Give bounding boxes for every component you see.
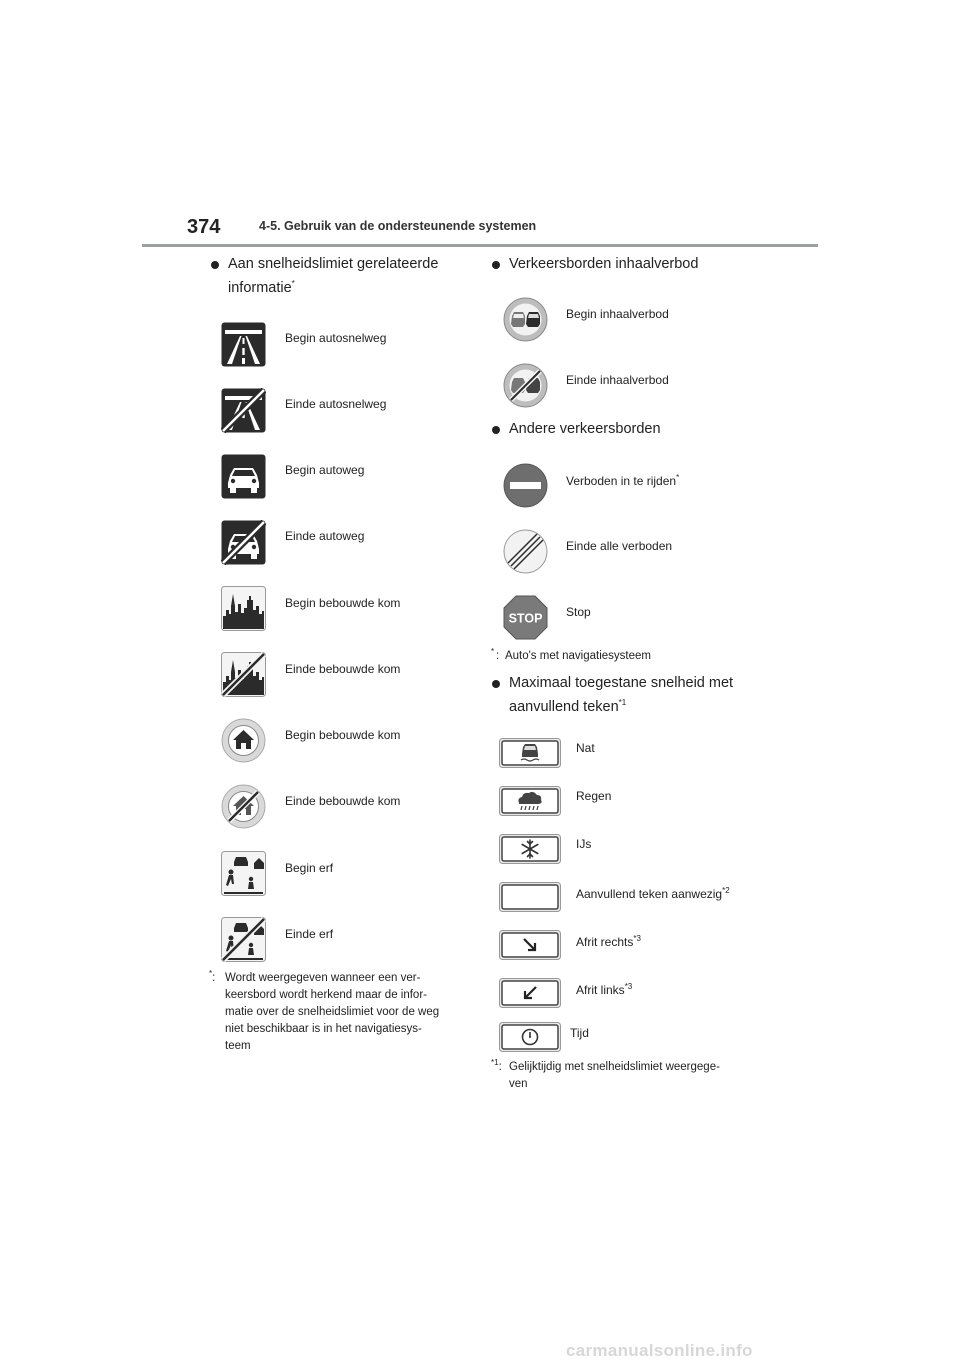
stop-text: STOP — [508, 611, 543, 626]
sign-label: Begin autosnelweg — [285, 331, 387, 345]
motorway-end-icon — [221, 388, 266, 433]
sign-label: Einde inhaalverbod — [566, 373, 669, 387]
bullet-icon — [492, 426, 500, 434]
no-entry-icon — [503, 463, 548, 508]
sign-label: Einde bebouwde kom — [285, 794, 401, 808]
sign-label: Begin erf — [285, 861, 334, 875]
sign-label: Einde erf — [285, 927, 334, 941]
exit-right-plate-icon — [499, 930, 561, 960]
residential-zone-end-icon — [221, 917, 266, 962]
city-skyline-begin-icon — [221, 586, 266, 631]
bullet-icon — [492, 680, 500, 688]
expressway-begin-icon — [221, 454, 266, 499]
exit-left-plate-icon — [499, 978, 561, 1008]
page-number: 374 — [187, 216, 221, 238]
max-speed-heading: Maximaal toegestane snelheid met aanvullend teken$^{*1}$ — [492, 675, 752, 715]
sign-label: Einde bebouwde kom — [285, 662, 401, 676]
sign-label: Einde alle verboden — [566, 539, 673, 553]
left-footnote: *: Wordt weergegeven wanneer een ver- keersbord wordt herkend maar de infor- matie over de snelheidslimiet voor de weg niet beschikbaar is in het navigatiesys- teem — [209, 969, 440, 1052]
stop-sign-icon — [503, 595, 548, 640]
bullet-icon — [492, 261, 500, 269]
right-footnote-2: $^{*1}$: Gelijktijdig met snelheidslimiet weergege- ven — [491, 1058, 720, 1090]
header-rule — [142, 244, 818, 247]
house-end-icon — [221, 784, 266, 829]
sign-label: Begin bebouwde kom — [285, 728, 401, 742]
sign-label: Verboden in te rijden* — [566, 473, 680, 488]
plate-label: Afrit links$^{*3}$ — [576, 982, 633, 997]
sign-label: Begin bebouwde kom — [285, 596, 401, 610]
time-plate-icon — [499, 1022, 561, 1052]
plate-label: Nat — [576, 741, 595, 755]
sign-label: Begin inhaalverbod — [566, 307, 669, 321]
expressway-end-icon — [221, 520, 266, 565]
end-all-restrictions-icon — [503, 529, 548, 574]
plate-label: Regen — [576, 789, 612, 803]
footer-watermark[interactable]: carmanualsonline.info — [566, 1341, 753, 1360]
ice-plate-icon — [499, 834, 561, 864]
sign-label: Stop — [566, 605, 591, 619]
house-begin-icon — [221, 718, 266, 763]
blank-plate-icon — [499, 882, 561, 912]
sign-label: Einde autosnelweg — [285, 397, 387, 411]
right-footnote: * : Auto's met navigatiesysteem — [491, 647, 651, 662]
residential-zone-begin-icon — [221, 851, 266, 896]
no-overtaking-icon — [503, 297, 548, 342]
sign-label: Einde autoweg — [285, 529, 365, 543]
plate-label: Aanvullend teken aanwezig$^{*2}$ — [576, 886, 730, 901]
plate-label: IJs — [576, 837, 592, 851]
other-heading: Andere verkeersborden — [492, 421, 732, 441]
left-heading: Aan snelheidslimiet gerelateerde informatie* — [211, 256, 451, 296]
overtaking-heading: Verkeersborden inhaalverbod — [492, 256, 732, 276]
plate-label: Afrit rechts$^{*3}$ — [576, 934, 641, 949]
city-skyline-end-icon — [221, 652, 266, 697]
sign-label: Begin autoweg — [285, 463, 365, 477]
bullet-icon — [211, 261, 219, 269]
end-no-overtaking-icon — [503, 363, 548, 408]
plate-label: Tijd — [570, 1026, 589, 1040]
wet-road-plate-icon — [499, 738, 561, 768]
motorway-begin-icon — [221, 322, 266, 367]
section-title: 4-5. Gebruik van de ondersteunende systemen — [259, 219, 537, 233]
rain-plate-icon — [499, 786, 561, 816]
